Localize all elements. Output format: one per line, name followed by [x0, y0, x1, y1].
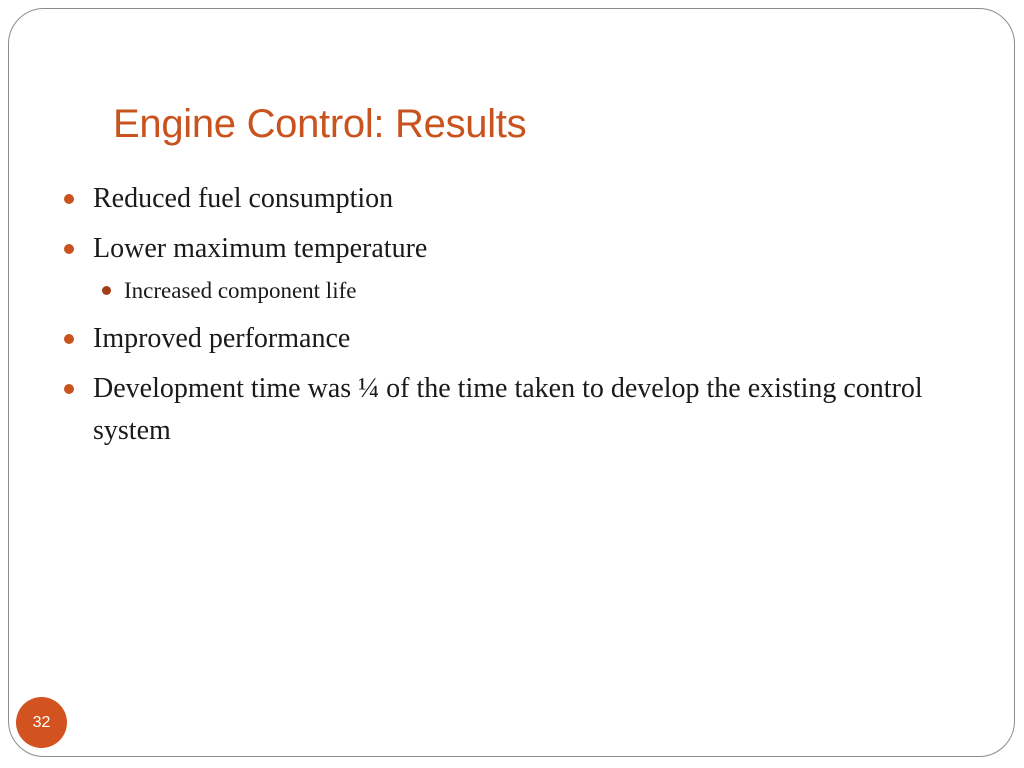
bullet-text: Improved performance [93, 323, 351, 354]
sub-bullet-dot-icon [102, 286, 111, 295]
bullet-item [60, 228, 940, 270]
bullet-dot-icon [64, 384, 74, 394]
bullet-text: Lower maximum temperature [93, 233, 428, 264]
bullet-dot-icon [64, 334, 74, 344]
bullet-item [60, 178, 940, 220]
sub-bullet-item [60, 274, 940, 308]
bullet-list [60, 178, 940, 460]
bullet-text: Development time was ¼ of the time taken to develop the existing control system [93, 373, 923, 446]
sub-bullet-text: Increased component life [124, 278, 357, 303]
slide-title: Engine Control: Results [113, 102, 527, 146]
bullet-text: Reduced fuel consumption [93, 183, 394, 214]
bullet-dot-icon [64, 244, 74, 254]
bullet-item [60, 318, 940, 360]
bullet-dot-icon [64, 194, 74, 204]
page-number-badge: 32 [16, 697, 67, 748]
bullet-item [60, 368, 940, 452]
